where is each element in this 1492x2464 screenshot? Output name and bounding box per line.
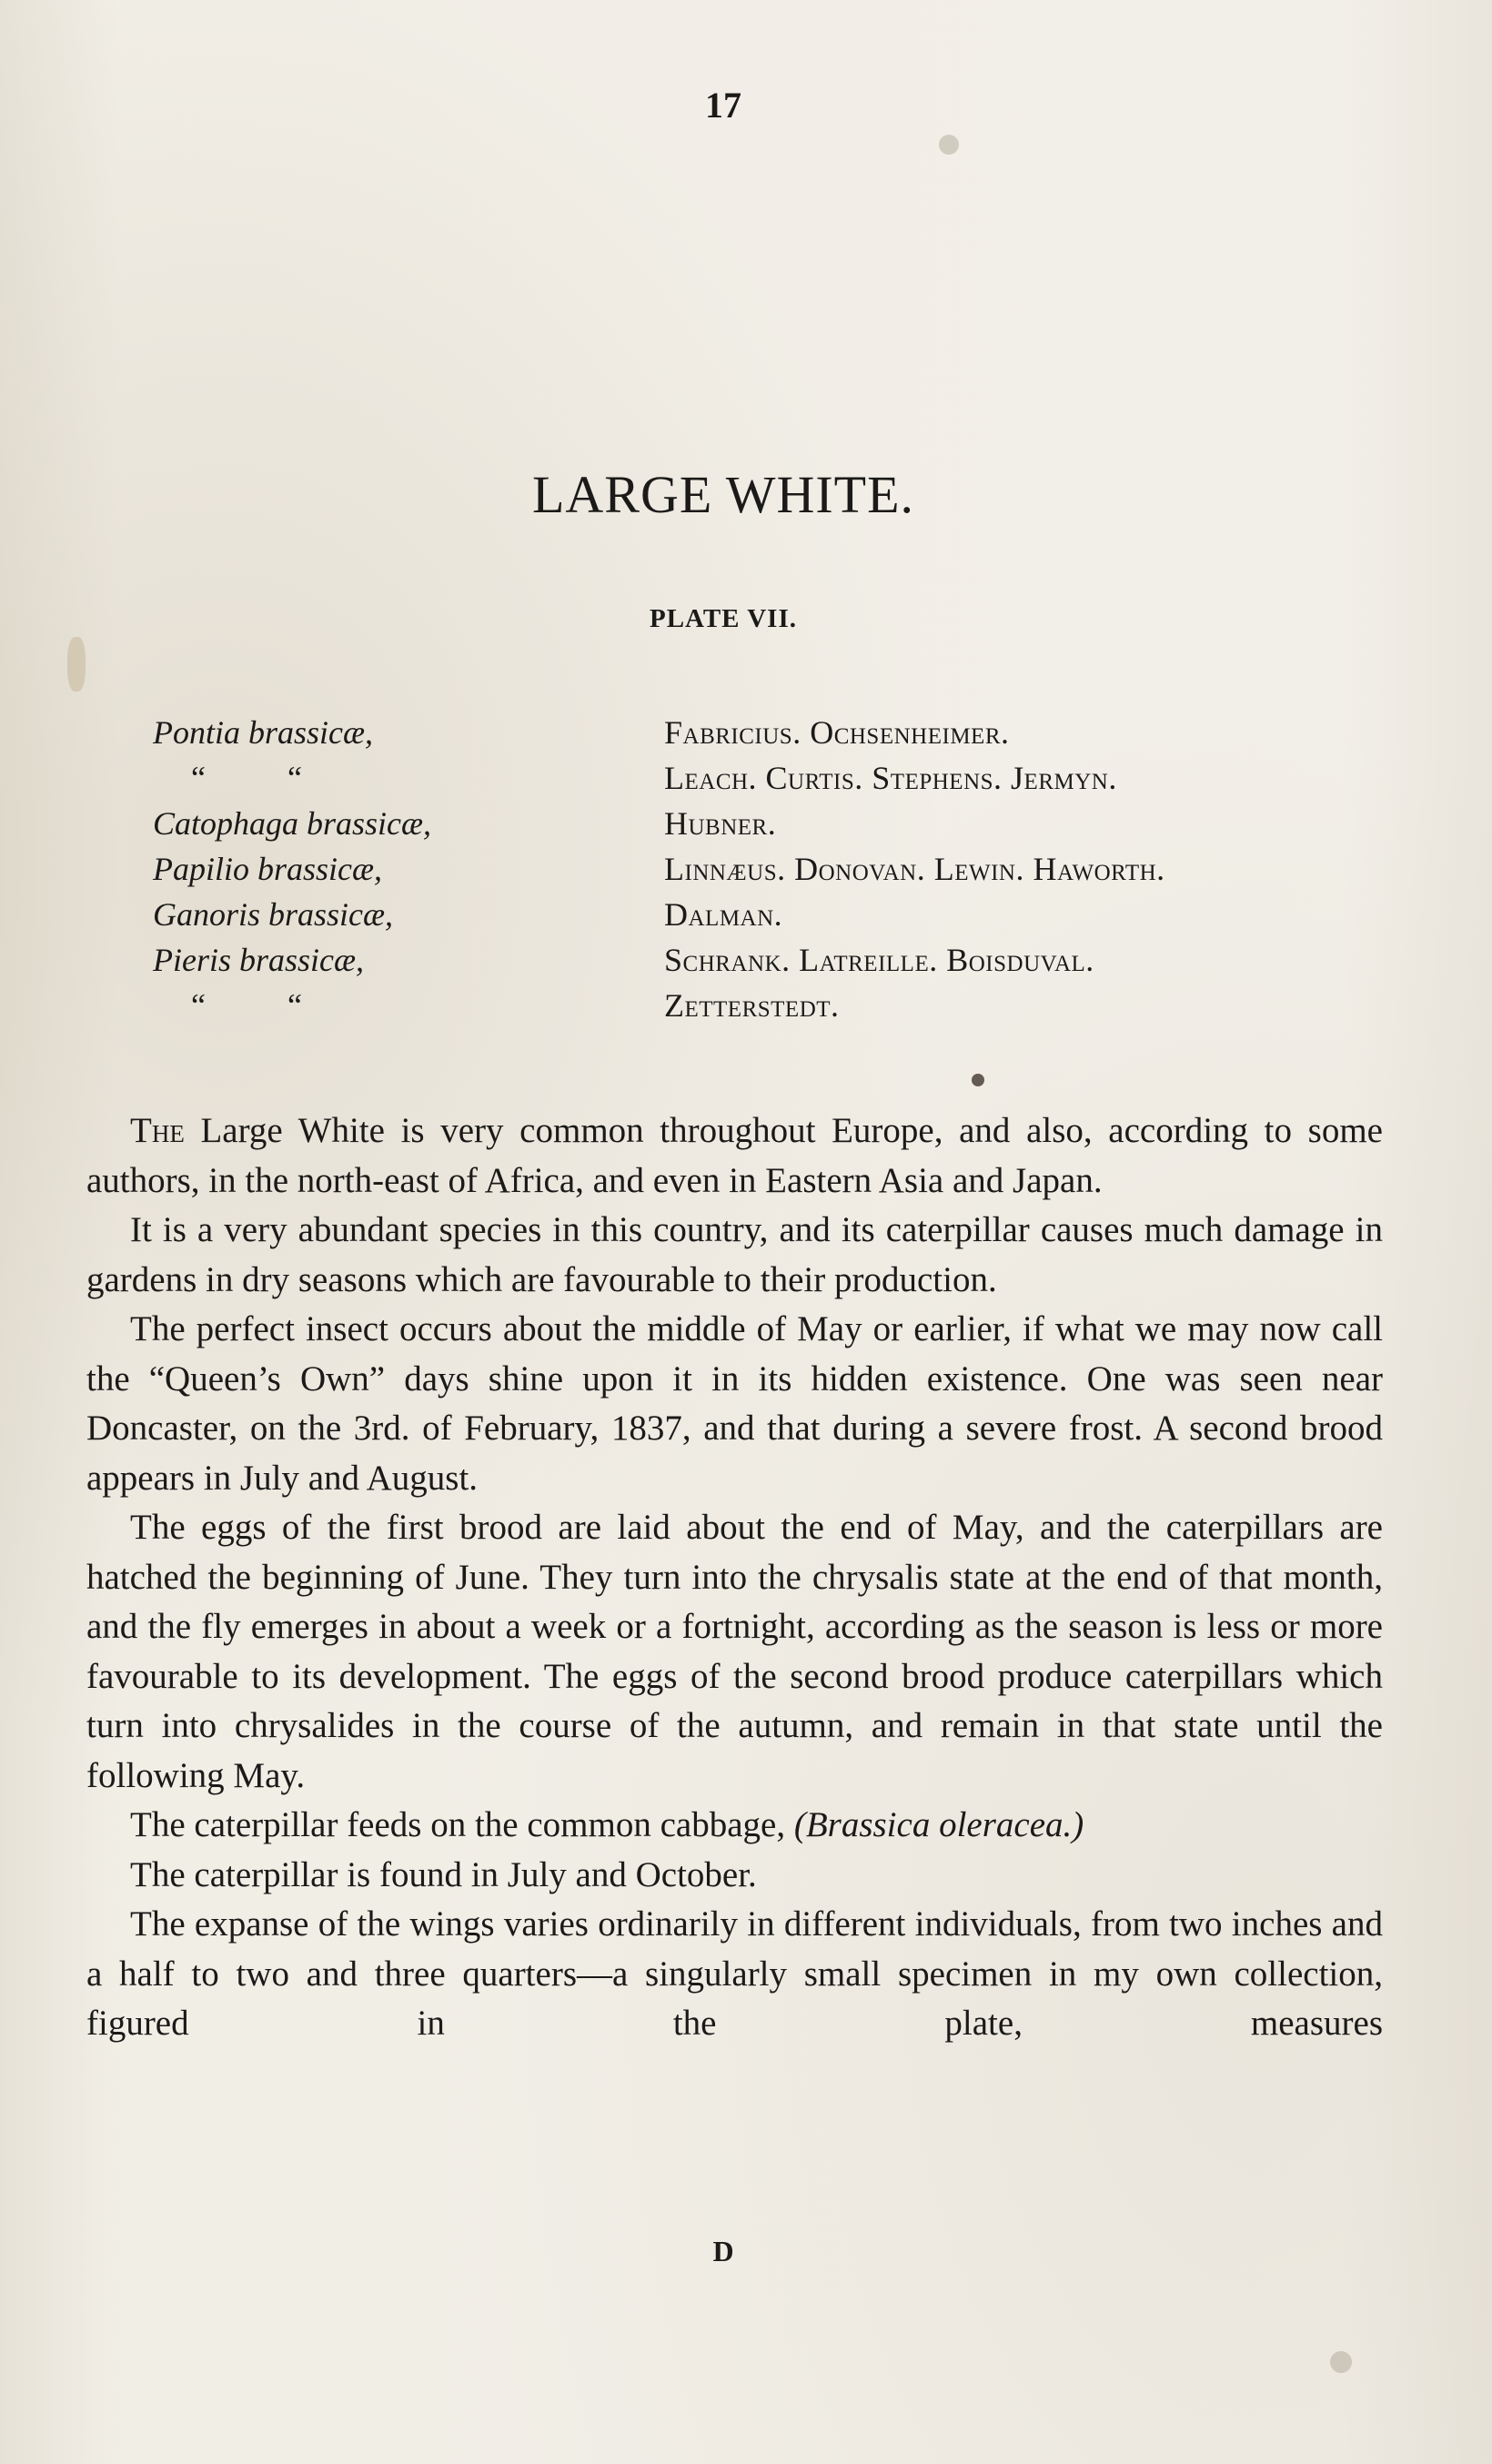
synonym-authors: Schrank. Latreille. Boisduval. bbox=[664, 942, 1094, 978]
synonym-row bbox=[153, 846, 1390, 892]
synonym-name: Papilio brassicæ, bbox=[153, 851, 383, 887]
page-number: 17 bbox=[705, 85, 741, 126]
synonym-authors: Zetterstedt. bbox=[664, 987, 840, 1024]
paragraph-text: The caterpillar feeds on the common cabbage, bbox=[130, 1805, 794, 1844]
page-title: LARGE WHITE. bbox=[531, 465, 915, 524]
synonym-row bbox=[153, 892, 1390, 937]
plate-label: PLATE VII. bbox=[649, 604, 798, 633]
synonym-row bbox=[153, 710, 1390, 755]
paragraph bbox=[86, 1900, 1383, 2049]
latin-name: (Brassica oleracea.) bbox=[793, 1805, 1084, 1844]
synonymy-list bbox=[153, 710, 1390, 1028]
paragraph-lead: The bbox=[130, 1111, 185, 1150]
synonym-row bbox=[153, 983, 1390, 1028]
synonym-authors: Leach. Curtis. Stephens. Jermyn. bbox=[664, 760, 1117, 796]
synonym-name: “ “ bbox=[191, 760, 302, 796]
paper-stain bbox=[939, 135, 959, 155]
synonym-authors: Linnæus. Donovan. Lewin. Haworth. bbox=[664, 851, 1165, 887]
synonym-name: Catophaga brassicæ, bbox=[153, 805, 432, 842]
synonym-row bbox=[153, 755, 1390, 801]
paragraph-text: The eggs of the first brood are laid about the end of May, and the caterpillars are hatched the beginning of June. They turn into the chrysalis state at the end of that month, and the fly emerges in about a week or a fortnight, according as the season is less or more favourable to its development. The eggs of the second brood produce caterpillars which turn into chrysalides in the course of the autumn, and remain in that state until the following May. bbox=[86, 1508, 1383, 1795]
paragraph bbox=[86, 1106, 1383, 1206]
paragraph bbox=[86, 1801, 1383, 1851]
synonym-authors: Dalman. bbox=[664, 896, 783, 933]
synonym-name: Pontia brassicæ, bbox=[153, 714, 374, 751]
paragraph-text: The caterpillar is found in July and October. bbox=[130, 1854, 757, 1894]
paper-stain bbox=[67, 637, 86, 692]
paper-stain bbox=[972, 1074, 984, 1086]
paper-stain bbox=[1330, 2351, 1352, 2373]
signature-mark: D bbox=[712, 2235, 734, 2267]
paragraph bbox=[86, 1206, 1383, 1305]
synonym-name: “ “ bbox=[191, 987, 302, 1024]
synonym-name: Ganoris brassicæ, bbox=[153, 896, 394, 933]
paragraph-text: Large White is very common throughout Europe, and also, according to some authors, in the north-east of Africa, and even in Eastern Asia and Japan. bbox=[86, 1111, 1383, 1200]
paragraph bbox=[86, 1851, 1383, 1901]
paragraph-text: The perfect insect occurs about the middle of May or earlier, if what we may now call the “Queen’s Own” days shine upon it in its hidden existence. One was seen near Doncaster, on the 3rd. of February, 1837, and that during a severe frost. A second brood appears in July and August. bbox=[86, 1309, 1383, 1498]
synonym-row bbox=[153, 801, 1390, 846]
paragraph-text: The expanse of the wings varies ordinarily in different individuals, from two inches and a half to two and three quarters—a singularly small specimen in my own collection, figured in the plate, measures bbox=[86, 1904, 1383, 2043]
paragraph bbox=[86, 1503, 1383, 1801]
paragraph-text: It is a very abundant species in this country, and its caterpillar causes much damage in gardens in dry seasons which are favourable to their production. bbox=[86, 1210, 1383, 1299]
synonym-name: Pieris brassicæ, bbox=[153, 942, 365, 978]
synonym-authors: Hubner. bbox=[664, 805, 777, 842]
body-text bbox=[86, 1106, 1383, 2049]
synonym-authors: Fabricius. Ochsenheimer. bbox=[664, 714, 1010, 751]
synonym-row bbox=[153, 937, 1390, 983]
paragraph bbox=[86, 1305, 1383, 1503]
